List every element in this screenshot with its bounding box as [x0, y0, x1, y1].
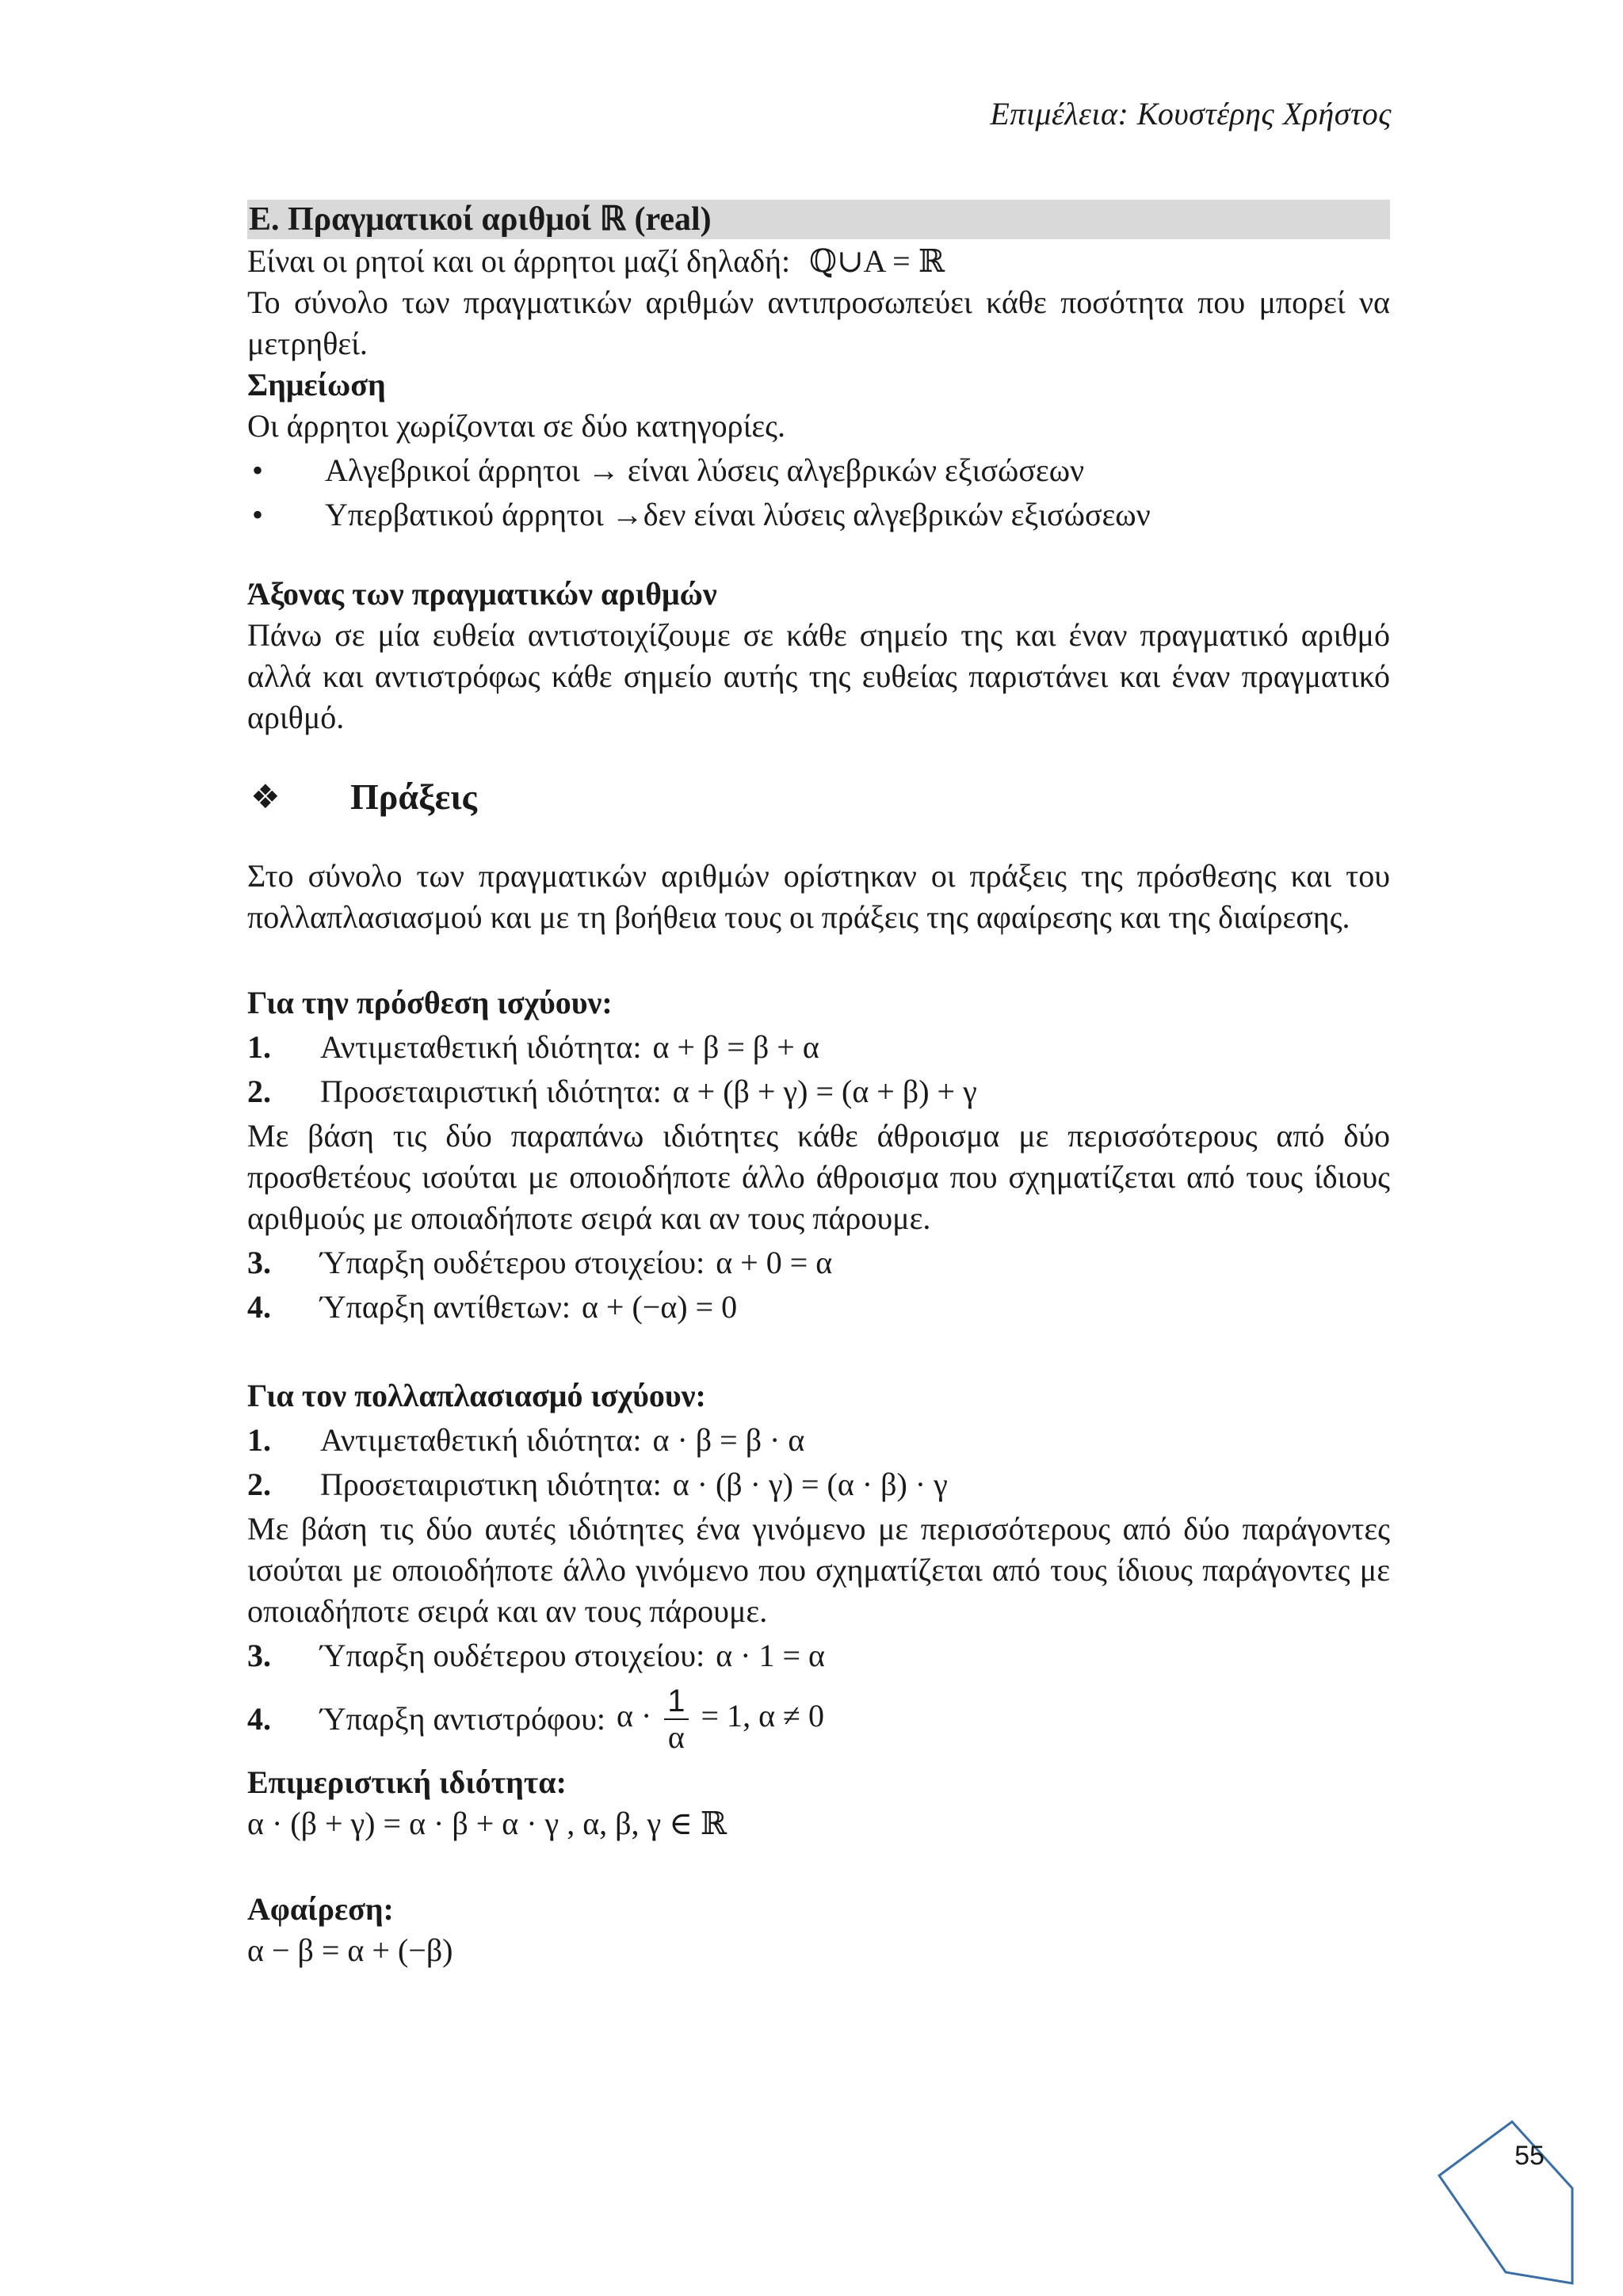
page-content	[247, 200, 1390, 1971]
axis-text: Πάνω σε μία ευθεία αντιστοιχίζουμε σε κάθε σημείο της και έναν πραγματικό αριθμό αλλά και αντιστρόφως κάθε σημείο αυτής της ευθείας παριστάνει και έναν πραγματικό αριθμό.	[247, 617, 1390, 735]
multiplication-title: Για τον πολλαπλασιασμό ισχύουν:	[247, 1378, 706, 1413]
addition-property-3: 3. Ύπαρξη ουδέτερου στοιχείου: α + 0 = α	[247, 1242, 1390, 1283]
axis-title: Άξονας των πραγματικών αριθμών	[247, 576, 717, 612]
diamond-bullet-icon: ❖	[250, 777, 281, 816]
multiplication-property-2: 2. Προσεταιριστικη ιδιότητα: α · (β · γ) = (α · β) · γ	[247, 1464, 1390, 1505]
intro-formula: ℚ∪Α = ℝ	[809, 243, 945, 279]
multiplication-property-1: 1. Αντιμεταθετική ιδιότητα: α · β = β · α	[247, 1420, 1390, 1461]
list-item	[247, 494, 1390, 536]
operations-intro: Στο σύνολο των πραγματικών αριθμών ορίστηκαν οι πράξεις της πρόσθεσης και του πολλαπλασιασμού και με τη βοήθεια τους οι πράξεις της αφαίρεσης και της διαίρεσης.	[247, 858, 1390, 935]
formula: α + (−α) = 0	[581, 1289, 738, 1325]
addition-property-1: 1. Αντιμεταθετική ιδιότητα: α + β = β + α	[247, 1027, 1390, 1068]
formula-inverse: α · $\frac{1}{\alpha}$ = 1, α ≠ 0	[616, 1684, 824, 1755]
section-title-bar: Ε. Πραγματικοί αριθμοί ℝ (real)	[247, 200, 1390, 239]
formula: α · 1 = α	[716, 1638, 826, 1673]
multiplication-property-3: 3. Ύπαρξη ουδέτερου στοιχείου: α · 1 = α	[247, 1635, 1390, 1676]
formula: α + β = β + α	[652, 1029, 819, 1065]
real-numbers-description: Το σύνολο των πραγματικών αριθμών αντιπροσωπεύει κάθε ποσότητα που μπορεί να μετρηθεί.	[247, 284, 1390, 361]
distributive-title: Επιμεριστική ιδιότητα:	[247, 1764, 567, 1800]
note-title: Σημείωση	[247, 367, 386, 402]
subtraction-title: Αφαίρεση:	[247, 1891, 394, 1927]
distributive-formula: α · (β + γ) = α · β + α · γ , α, β, γ ∈ ℝ	[247, 1806, 727, 1841]
page-header-author: Επιμέλεια: Κουστέρης Χρήστος	[990, 96, 1392, 132]
bullet-text: Αλγεβρικοί άρρητοι → είναι λύσεις αλγεβρικών εξισώσεων	[325, 452, 1085, 488]
fraction-numerator: 1	[664, 1684, 688, 1720]
formula: α · (β · γ) = (α · β) · γ	[672, 1466, 948, 1502]
intro-text: Είναι οι ρητοί και οι άρρητοι μαζί δηλαδή:	[247, 243, 791, 279]
operations-heading	[247, 773, 1390, 821]
multiplication-property-4: 4. Ύπαρξη αντιστρόφου: α · $\frac{1}{\alpha}$ = 1, α ≠ 0	[247, 1684, 824, 1755]
real-numbers-intro	[247, 241, 1390, 282]
list-item	[247, 450, 1390, 491]
subtraction-formula: α − β = α + (−β)	[247, 1932, 453, 1968]
bullet-text: Υπερβατικού άρρητοι →δεν είναι λύσεις αλγεβρικών εξισώσεων	[325, 497, 1151, 532]
fraction	[664, 1684, 688, 1755]
formula: α + (β + γ) = (α + β) + γ	[672, 1074, 977, 1109]
addition-title: Για την πρόσθεση ισχύουν:	[247, 985, 613, 1020]
fraction-denominator: α	[667, 1719, 685, 1755]
addition-paragraph: Με βάση τις δύο παραπάνω ιδιότητες κάθε άθροισμα με περισσότερους από δύο προσθετέους ισούται με οποιοδήποτε άλλο άθροισμα που σχηματίζεται από τους ίδιους αριθμούς με οποιαδήποτε σειρά και αν τους πάρουμε.	[247, 1118, 1390, 1236]
bullet-icon: •	[252, 452, 264, 488]
bullet-icon: •	[252, 497, 264, 532]
formula: α · β = β · α	[652, 1422, 805, 1458]
note-text: Οι άρρητοι χωρίζονται σε δύο κατηγορίες.	[247, 408, 785, 444]
page-number: 55	[1514, 2141, 1545, 2171]
addition-property-4: 4. Ύπαρξη αντίθετων: α + (−α) = 0	[247, 1287, 1390, 1328]
addition-property-2: 2. Προσεταιριστική ιδιότητα: α + (β + γ) = (α + β) + γ	[247, 1071, 1390, 1112]
formula: α + 0 = α	[716, 1245, 833, 1280]
operations-title: Πράξεις	[350, 776, 477, 817]
multiplication-paragraph: Με βάση τις δύο αυτές ιδιότητες ένα γινόμενο με περισσότερους από δύο παράγοντες ισούται με οποιοδήποτε άλλο γινόμενο που σχηματίζεται από τους ίδιους παράγοντες με οποιαδήποτε σειρά και αν τους πάρουμε.	[247, 1511, 1390, 1629]
